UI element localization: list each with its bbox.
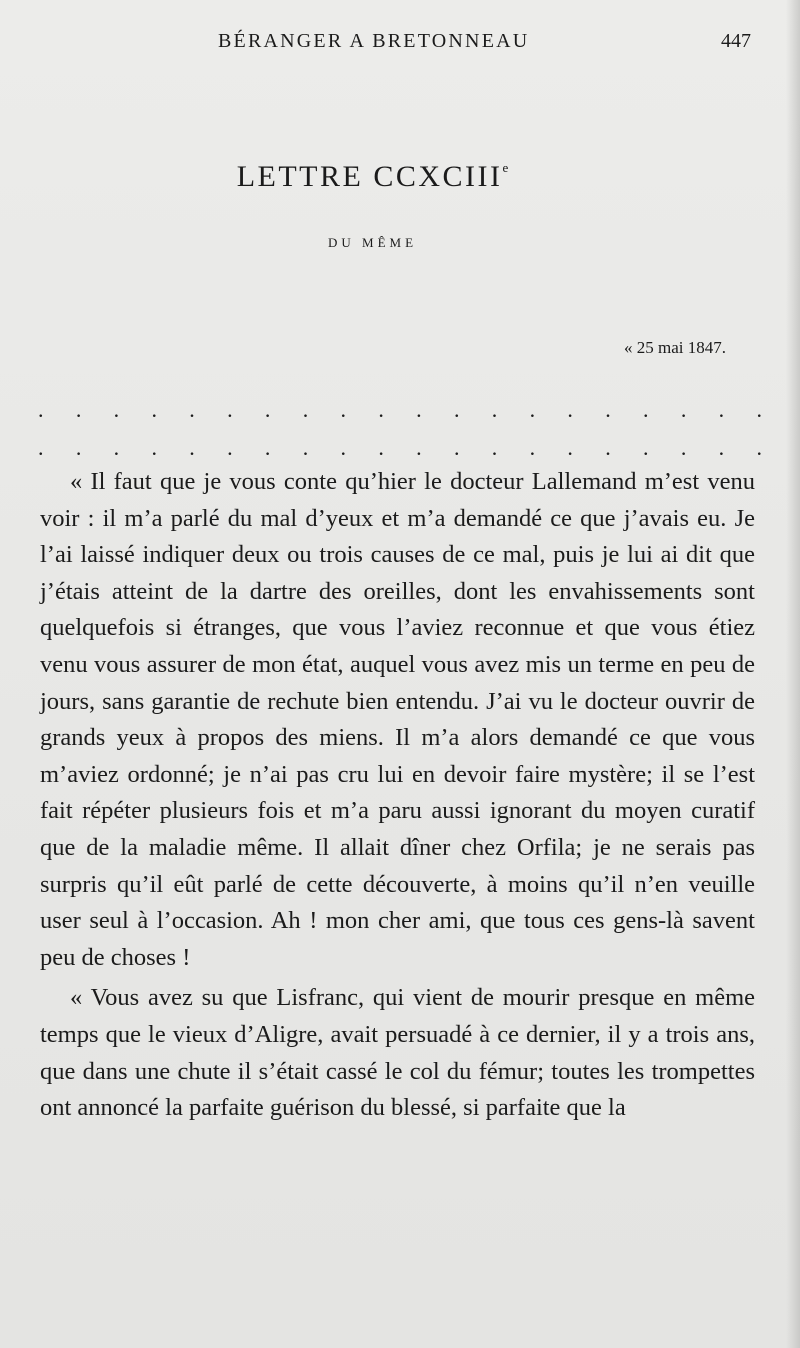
ellipsis-dot: . (567, 435, 573, 460)
ellipsis-dot: . (718, 435, 725, 460)
ellipsis-dot: . (680, 397, 687, 422)
ellipsis-dot: . (491, 435, 498, 460)
ellipsis-dot: . (189, 435, 195, 460)
ellipsis-dot: . (453, 397, 460, 422)
ellipsis-dot: . (643, 435, 649, 460)
ellipsis-dot: . (718, 397, 725, 422)
letter-title-text: LETTRE CCXCIII (236, 160, 503, 193)
letter-body (40, 464, 755, 1127)
ellipsis-dot: . (756, 397, 762, 422)
ellipsis-dot: . (756, 435, 762, 460)
ellipsis-dot: . (38, 435, 44, 460)
ellipsis-dot: . (529, 435, 536, 460)
ellipsis-dot: . (378, 397, 384, 422)
ellipsis-row-1 (38, 397, 762, 422)
running-title: BÉRANGER A BRETONNEAU (218, 30, 530, 52)
letter-date: « 25 mai 1847. (624, 338, 726, 357)
letter-title-superscript: e (502, 160, 509, 175)
ellipsis-dot: . (113, 397, 120, 422)
ellipsis-dot: . (264, 397, 271, 422)
ellipsis-dot: . (151, 397, 157, 422)
ellipsis-dot: . (340, 435, 346, 460)
ellipsis-dot: . (416, 435, 422, 460)
ellipsis-dot: . (227, 397, 233, 422)
ellipsis-dot: . (453, 435, 460, 460)
page-edge-shadow (786, 0, 800, 1348)
ellipsis-dot: . (302, 435, 309, 460)
ellipsis-dot: . (605, 397, 611, 422)
page-header (40, 30, 755, 60)
ellipsis-dot: . (378, 435, 384, 460)
ellipsis-dot: . (529, 397, 536, 422)
ellipsis-dot: . (151, 435, 157, 460)
ellipsis-dot: . (340, 397, 346, 422)
ellipsis-row-2 (38, 435, 762, 460)
ellipsis-dot: . (189, 397, 195, 422)
ellipsis-dot: . (75, 435, 82, 460)
ellipsis-dot: . (302, 397, 309, 422)
page-number: 447 (721, 30, 751, 52)
paragraph-1: « Il faut que je vous conte qu’hier le docteur Lallemand m’est venu voir : il m’a parlé du mal d’yeux et m’a demandé ce que j’avais eu. Je l’ai laissé indiquer deux ou trois causes de ce mal, puis je lui ai dit que j’étais atteint de la dartre des oreilles, dont les envahissements sont quelquefois si étranges, que vous l’aviez reconnue et que vous étiez venu vous assurer de mon état, auquel vous avez mis un terme en peu de jours, sans garantie de rechute bien entendu. J’ai vu le docteur ouvrir de grands yeux à propos des miens. Il m’a alors demandé ce que vous m’aviez ordonné; je n’ai pas cru lui en devoir faire mystère; il se l’est fait répéter plusieurs fois et m’a paru aussi ignorant du moyen curatif que de la maladie même. Il allait dîner chez Orfila; je ne serais pas surpris qu’il eût parlé de cette découverte, à moins qu’il n’en veuille user seul à l’occasion. Ah ! mon cher ami, que tous ces gens-là savent peu de choses ! (40, 468, 755, 971)
ellipsis-dot: . (680, 435, 687, 460)
ellipsis-dot: . (113, 435, 120, 460)
ellipsis-dot: . (416, 397, 422, 422)
ellipsis-dot: . (264, 435, 271, 460)
ellipsis-dot: . (75, 397, 82, 422)
paragraph-2: « Vous avez su que Lisfranc, qui vient de mourir presque en même temps que le vieux d’Aligre, avait persuadé à ce dernier, il y a trois ans, que dans une chute il s’était cassé le col du fémur; toutes les trompettes ont annoncé la parfaite guérison du blessé, si parfaite que la (40, 984, 755, 1122)
ellipsis-dot: . (491, 397, 498, 422)
letter-title (0, 160, 745, 194)
ellipsis-dot: . (605, 435, 611, 460)
ellipsis-dot: . (567, 397, 573, 422)
ellipsis-dot: . (38, 397, 44, 422)
ellipsis-dot: . (227, 435, 233, 460)
letter-subtitle: DU MÊME (327, 235, 418, 250)
ellipsis-dot: . (643, 397, 649, 422)
